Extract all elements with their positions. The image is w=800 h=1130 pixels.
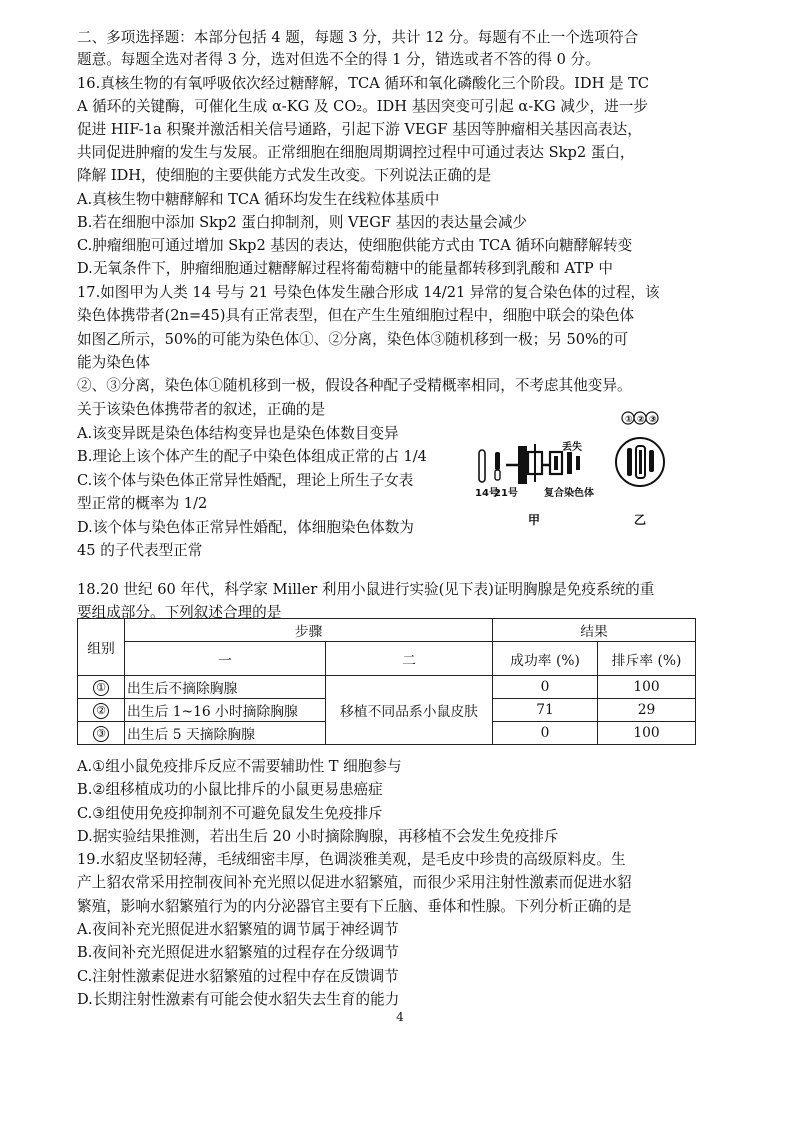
q16-option-d: D.无氧条件下，肿瘤细胞通过糖酵解过程将葡萄糖中的能量都转移到乳酸和 ATP 中 (77, 260, 613, 277)
q17-option-d-line-1: D.该个体与染色体正常异性婚配，体细胞染色体数为 (77, 519, 414, 536)
q16-stem-line-2: A 循环的关键酶，可催化生成 α-KG 及 CO₂。IDH 基因突变可引起 α-KG 减少，进一步 (77, 98, 648, 115)
figure-jia (470, 438, 615, 528)
q17-option-a: A.该变异既是染色体结构变异也是染色体数目变异 (77, 425, 399, 442)
chromosome-3-icon (649, 450, 654, 472)
q17-stem-line-1: 17.如图甲为人类 14 号与 21 号染色体发生融合形成 14/21 异常的复合染色体的过程，该 (77, 284, 660, 301)
q17-stem-line-4: 能为染色体 (77, 354, 150, 371)
row-group-number: ② (93, 703, 109, 719)
q17-option-b: B.理论上该个体产生的配子中染色体组成正常的占 1/4 (77, 448, 427, 465)
table-header-step1: 一 (125, 642, 326, 676)
q17-stem-line-6: 关于该染色体携带者的叙述，正确的是 (77, 401, 326, 418)
compound-chromosome-label: 复合染色体 (544, 488, 594, 499)
row-reject: 100 (598, 722, 696, 745)
row-group-number: ① (93, 680, 109, 696)
table-header-steps: 步骤 (125, 619, 493, 642)
chromosome-21-icon (495, 452, 500, 470)
row-success: 71 (493, 699, 598, 722)
q17-stem-line-5: ②、③分离，染色体①随机移到一极，假设各种配子受精概率相同，不考虑其他变异。 (77, 377, 632, 394)
experiment-table (77, 618, 696, 745)
q17-option-d-line-2: 45 的子代表型正常 (77, 542, 203, 559)
figure-yi-label: 乙 (634, 513, 647, 527)
q16-option-c: C.肿瘤细胞可通过增加 Skp2 基因的表达，使细胞供能方式由 TCA 循环向糖酵解转变 (77, 237, 633, 254)
row-step1: 出生后 1~16 小时摘除胸腺 (125, 699, 326, 722)
q18-option-c: C.③组使用免疫抑制剂不可避免鼠发生免疫排斥 (77, 805, 383, 822)
yi-num-3: ③ (649, 415, 657, 425)
section-header-line-2: 题意。每题全选对者得 3 分，选对但选不全的得 1 分，错选或者不答的得 0 分。 (77, 51, 600, 68)
q19-stem-line-1: 19.水貂皮坚韧轻薄，毛绒细密丰厚，色调淡雅美观，是毛皮中珍贵的高级原料皮。生 (77, 851, 626, 868)
q16-option-a: A.真核生物中糖酵解和 TCA 循环均发生在线粒体基质中 (77, 191, 440, 208)
yi-num-2: ② (637, 415, 645, 425)
chromosome-14-icon (479, 450, 485, 482)
q18-option-d: D.据实验结果推测，若出生后 20 小时摘除胸腺，再移植不会发生免疫排斥 (77, 828, 559, 845)
row-success: 0 (493, 722, 598, 745)
q17-option-c-line-2: 型正常的概率为 1/2 (77, 495, 208, 512)
figure-yi (612, 410, 682, 528)
row-step2: 移植不同品系小鼠皮肤 (326, 676, 493, 745)
q17-stem-line-3: 如图乙所示，50%的可能为染色体①、②分离，染色体③随机移到一极；另 50%的可 (77, 331, 629, 348)
row-step1: 出生后 5 天摘除胸腺 (125, 722, 326, 745)
q16-stem-line-1: 16.真核生物的有氧呼吸依次经过糖酵解，TCA 循环和氧化磷酸化三个阶段。IDH 是 TC (77, 75, 650, 92)
yi-num-1: ① (625, 415, 633, 425)
q18-option-b: B.②组移植成功的小鼠比排斥的小鼠更易患癌症 (77, 781, 383, 798)
row-reject: 100 (598, 676, 696, 699)
q19-stem-line-2: 产上貂农常采用控制夜间补充光照以促进水貂繁殖，而很少采用注射性激素而促进水貂 (77, 874, 632, 891)
figure-jia-label: 甲 (528, 513, 541, 527)
row-success: 0 (493, 676, 598, 699)
page-number: 4 (396, 1010, 404, 1024)
q16-stem-line-5: 降解 IDH，使细胞的主要供能方式发生改变。下列说法正确的是 (77, 167, 492, 184)
row-step1: 出生后不摘除胸腺 (125, 676, 326, 699)
chr14-label: 14号 (475, 488, 499, 499)
q16-stem-line-4: 共同促进肿瘤的发生与发展。正常细胞在细胞周期调控过程中可通过表达 Skp2 蛋白， (77, 144, 635, 161)
q19-option-d: D.长期注射性激素有可能会使水貂失去生育的能力 (77, 991, 400, 1008)
q18-option-a: A.①组小鼠免疫排斥反应不需要辅助性 T 细胞参与 (77, 758, 402, 775)
q16-option-b: B.若在细胞中添加 Skp2 蛋白抑制剂，则 VEGF 基因的表达量会减少 (77, 214, 528, 231)
table-header-step2: 二 (326, 642, 493, 676)
table-header-group: 组别 (78, 619, 125, 676)
q16-stem-line-3: 促进 HIF-1a 积聚并激活相关信号通路，引起下游 VEGF 基因等肿瘤相关基因高表达， (77, 121, 642, 138)
table-row (78, 676, 696, 699)
chr21-label: 21号 (494, 488, 518, 499)
q19-option-b: B.夜间补充光照促进水貂繁殖的过程存在分级调节 (77, 944, 399, 961)
q18-stem-line-2: 要组成部分。下列叙述合理的是 (77, 604, 282, 621)
q17-option-c-line-1: C.该个体与染色体正常异性婚配，理论上所生子女表 (77, 472, 414, 489)
section-header-line-1: 二、多项选择题：本部分包括 4 题，每题 3 分，共计 12 分。每题有不止一个选项符合 (77, 29, 639, 46)
chromosome-1-icon (627, 448, 632, 476)
q19-option-c: C.注射性激素促进水貂繁殖的过程中存在反馈调节 (77, 968, 399, 985)
q19-option-a: A.夜间补充光照促进水貂繁殖的调节属于神经调节 (77, 921, 399, 938)
q18-stem-line-1: 18.20 世纪 60 年代，科学家 Miller 利用小鼠进行实验(见下表)证明胸腺是免疫系统的重 (77, 581, 655, 598)
lost-fragment-icon (567, 452, 572, 474)
q17-stem-line-2: 染色体携带者(2n=45)具有正常表型，但在产生生殖细胞过程中，细胞中联会的染色体 (77, 307, 635, 324)
row-group-number: ③ (93, 726, 109, 742)
table-header-success: 成功率 (%) (493, 642, 598, 676)
q19-stem-line-3: 繁殖，影响水貂繁殖行为的内分泌器官主要有下丘脑、垂体和性腺。下列分析正确的是 (77, 898, 632, 915)
table-header-reject: 排斥率 (%) (598, 642, 696, 676)
lost-label: 丢失 (562, 442, 582, 453)
chromosome-number-labels (622, 412, 658, 425)
row-reject: 29 (598, 699, 696, 722)
table-header-results: 结果 (493, 619, 696, 642)
